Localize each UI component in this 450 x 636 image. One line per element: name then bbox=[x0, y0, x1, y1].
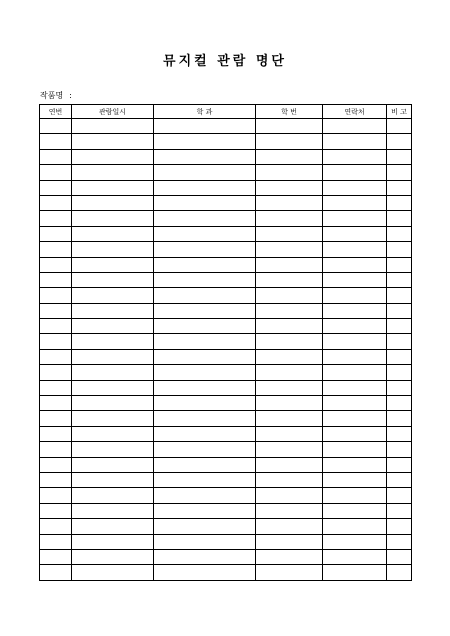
viewing-datetime-cell bbox=[72, 442, 154, 457]
student-id-cell bbox=[256, 272, 323, 287]
student-id-cell bbox=[256, 457, 323, 472]
department-cell bbox=[154, 195, 256, 210]
student-id-cell bbox=[256, 211, 323, 226]
serial-number-cell bbox=[40, 426, 72, 441]
remarks-cell bbox=[387, 226, 412, 241]
student-id-cell bbox=[256, 472, 323, 487]
remarks-cell bbox=[387, 565, 412, 580]
department-cell bbox=[154, 396, 256, 411]
viewing-datetime-cell bbox=[72, 519, 154, 534]
work-name-colon: : bbox=[69, 91, 72, 100]
table-body bbox=[40, 119, 412, 581]
viewing-datetime-cell bbox=[72, 426, 154, 441]
student-id-cell bbox=[256, 549, 323, 564]
serial-number-cell bbox=[40, 411, 72, 426]
remarks-cell bbox=[387, 242, 412, 257]
department-cell bbox=[154, 488, 256, 503]
remarks-cell bbox=[387, 396, 412, 411]
table-row bbox=[40, 503, 412, 518]
contact-cell bbox=[323, 134, 387, 149]
contact-cell bbox=[323, 180, 387, 195]
table-row bbox=[40, 396, 412, 411]
department-cell bbox=[154, 349, 256, 364]
table-row bbox=[40, 380, 412, 395]
viewing-datetime-cell bbox=[72, 396, 154, 411]
student-id-cell bbox=[256, 319, 323, 334]
serial-number-cell bbox=[40, 503, 72, 518]
contact-cell bbox=[323, 472, 387, 487]
serial-number-cell bbox=[40, 565, 72, 580]
department-cell bbox=[154, 472, 256, 487]
contact-cell bbox=[323, 226, 387, 241]
contact-cell bbox=[323, 426, 387, 441]
department-cell bbox=[154, 257, 256, 272]
viewing-datetime-cell bbox=[72, 134, 154, 149]
department-cell bbox=[154, 242, 256, 257]
department-cell bbox=[154, 503, 256, 518]
serial-number-cell bbox=[40, 303, 72, 318]
table-row bbox=[40, 226, 412, 241]
serial-number-cell bbox=[40, 549, 72, 564]
serial-number-cell bbox=[40, 211, 72, 226]
department-cell bbox=[154, 211, 256, 226]
viewing-datetime-cell bbox=[72, 211, 154, 226]
remarks-cell bbox=[387, 257, 412, 272]
serial-number-cell bbox=[40, 380, 72, 395]
contact-cell bbox=[323, 457, 387, 472]
serial-number-cell bbox=[40, 134, 72, 149]
department-cell bbox=[154, 519, 256, 534]
viewing-datetime-cell bbox=[72, 503, 154, 518]
table-row bbox=[40, 442, 412, 457]
table-row bbox=[40, 519, 412, 534]
table-row bbox=[40, 457, 412, 472]
department-cell bbox=[154, 534, 256, 549]
student-id-cell bbox=[256, 180, 323, 195]
serial-number-cell bbox=[40, 119, 72, 134]
viewing-datetime-cell bbox=[72, 319, 154, 334]
viewing-datetime-cell bbox=[72, 534, 154, 549]
serial-number-cell bbox=[40, 180, 72, 195]
contact-cell bbox=[323, 242, 387, 257]
serial-number-cell bbox=[40, 195, 72, 210]
header-contact: 연락처 bbox=[323, 105, 387, 119]
serial-number-cell bbox=[40, 257, 72, 272]
remarks-cell bbox=[387, 503, 412, 518]
student-id-cell bbox=[256, 334, 323, 349]
table-row bbox=[40, 488, 412, 503]
viewing-datetime-cell bbox=[72, 349, 154, 364]
contact-cell bbox=[323, 272, 387, 287]
department-cell bbox=[154, 442, 256, 457]
remarks-cell bbox=[387, 319, 412, 334]
viewing-datetime-cell bbox=[72, 380, 154, 395]
student-id-cell bbox=[256, 565, 323, 580]
table-row bbox=[40, 272, 412, 287]
header-viewing-datetime: 관람일시 bbox=[72, 105, 154, 119]
table-row bbox=[40, 319, 412, 334]
contact-cell bbox=[323, 503, 387, 518]
serial-number-cell bbox=[40, 519, 72, 534]
viewing-datetime-cell bbox=[72, 272, 154, 287]
serial-number-cell bbox=[40, 457, 72, 472]
contact-cell bbox=[323, 257, 387, 272]
serial-number-cell bbox=[40, 242, 72, 257]
document-title: 뮤지컬 관람 명단 bbox=[163, 54, 287, 69]
serial-number-cell bbox=[40, 472, 72, 487]
contact-cell bbox=[323, 211, 387, 226]
remarks-cell bbox=[387, 272, 412, 287]
work-name-line bbox=[40, 90, 72, 101]
student-id-cell bbox=[256, 165, 323, 180]
remarks-cell bbox=[387, 349, 412, 364]
student-id-cell bbox=[256, 534, 323, 549]
department-cell bbox=[154, 380, 256, 395]
department-cell bbox=[154, 165, 256, 180]
remarks-cell bbox=[387, 442, 412, 457]
header-row bbox=[40, 105, 412, 119]
department-cell bbox=[154, 565, 256, 580]
serial-number-cell bbox=[40, 334, 72, 349]
serial-number-cell bbox=[40, 488, 72, 503]
table-row bbox=[40, 134, 412, 149]
remarks-cell bbox=[387, 411, 412, 426]
student-id-cell bbox=[256, 226, 323, 241]
student-id-cell bbox=[256, 195, 323, 210]
contact-cell bbox=[323, 380, 387, 395]
remarks-cell bbox=[387, 472, 412, 487]
remarks-cell bbox=[387, 134, 412, 149]
student-id-cell bbox=[256, 411, 323, 426]
viewing-datetime-cell bbox=[72, 549, 154, 564]
remarks-cell bbox=[387, 288, 412, 303]
viewing-datetime-cell bbox=[72, 257, 154, 272]
contact-cell bbox=[323, 303, 387, 318]
department-cell bbox=[154, 549, 256, 564]
department-cell bbox=[154, 426, 256, 441]
contact-cell bbox=[323, 519, 387, 534]
viewing-datetime-cell bbox=[72, 488, 154, 503]
serial-number-cell bbox=[40, 165, 72, 180]
student-id-cell bbox=[256, 303, 323, 318]
viewing-datetime-cell bbox=[72, 149, 154, 164]
student-id-cell bbox=[256, 426, 323, 441]
remarks-cell bbox=[387, 365, 412, 380]
remarks-cell bbox=[387, 165, 412, 180]
serial-number-cell bbox=[40, 149, 72, 164]
student-id-cell bbox=[256, 149, 323, 164]
department-cell bbox=[154, 180, 256, 195]
table-row bbox=[40, 257, 412, 272]
table-row bbox=[40, 565, 412, 580]
header-remarks: 비 고 bbox=[387, 105, 412, 119]
table-row bbox=[40, 165, 412, 180]
student-id-cell bbox=[256, 134, 323, 149]
contact-cell bbox=[323, 411, 387, 426]
student-id-cell bbox=[256, 288, 323, 303]
department-cell bbox=[154, 457, 256, 472]
student-id-cell bbox=[256, 119, 323, 134]
department-cell bbox=[154, 149, 256, 164]
department-cell bbox=[154, 288, 256, 303]
student-id-cell bbox=[256, 380, 323, 395]
remarks-cell bbox=[387, 119, 412, 134]
student-id-cell bbox=[256, 503, 323, 518]
header-department: 학 과 bbox=[154, 105, 256, 119]
remarks-cell bbox=[387, 303, 412, 318]
student-id-cell bbox=[256, 519, 323, 534]
remarks-cell bbox=[387, 457, 412, 472]
remarks-cell bbox=[387, 488, 412, 503]
contact-cell bbox=[323, 165, 387, 180]
contact-cell bbox=[323, 149, 387, 164]
remarks-cell bbox=[387, 426, 412, 441]
department-cell bbox=[154, 119, 256, 134]
viewing-datetime-cell bbox=[72, 472, 154, 487]
table-row bbox=[40, 534, 412, 549]
table-row bbox=[40, 211, 412, 226]
student-id-cell bbox=[256, 257, 323, 272]
table-row bbox=[40, 180, 412, 195]
serial-number-cell bbox=[40, 534, 72, 549]
student-id-cell bbox=[256, 442, 323, 457]
table-row bbox=[40, 549, 412, 564]
contact-cell bbox=[323, 349, 387, 364]
viewing-datetime-cell bbox=[72, 411, 154, 426]
viewing-datetime-cell bbox=[72, 457, 154, 472]
contact-cell bbox=[323, 488, 387, 503]
contact-cell bbox=[323, 288, 387, 303]
attendance-table bbox=[39, 104, 412, 581]
contact-cell bbox=[323, 565, 387, 580]
serial-number-cell bbox=[40, 442, 72, 457]
viewing-datetime-cell bbox=[72, 242, 154, 257]
table-row bbox=[40, 303, 412, 318]
table-row bbox=[40, 149, 412, 164]
viewing-datetime-cell bbox=[72, 365, 154, 380]
contact-cell bbox=[323, 319, 387, 334]
serial-number-cell bbox=[40, 349, 72, 364]
department-cell bbox=[154, 134, 256, 149]
viewing-datetime-cell bbox=[72, 195, 154, 210]
student-id-cell bbox=[256, 488, 323, 503]
department-cell bbox=[154, 303, 256, 318]
header-student-id: 학 번 bbox=[256, 105, 323, 119]
remarks-cell bbox=[387, 195, 412, 210]
viewing-datetime-cell bbox=[72, 334, 154, 349]
table-row bbox=[40, 411, 412, 426]
table-row bbox=[40, 195, 412, 210]
table-row bbox=[40, 472, 412, 487]
department-cell bbox=[154, 334, 256, 349]
work-name-label: 작품명 bbox=[40, 91, 64, 100]
remarks-cell bbox=[387, 180, 412, 195]
table-row bbox=[40, 349, 412, 364]
viewing-datetime-cell bbox=[72, 119, 154, 134]
contact-cell bbox=[323, 365, 387, 380]
department-cell bbox=[154, 411, 256, 426]
remarks-cell bbox=[387, 334, 412, 349]
remarks-cell bbox=[387, 149, 412, 164]
table-row bbox=[40, 119, 412, 134]
remarks-cell bbox=[387, 211, 412, 226]
table-row bbox=[40, 334, 412, 349]
contact-cell bbox=[323, 396, 387, 411]
remarks-cell bbox=[387, 380, 412, 395]
table-row bbox=[40, 365, 412, 380]
contact-cell bbox=[323, 195, 387, 210]
serial-number-cell bbox=[40, 226, 72, 241]
department-cell bbox=[154, 272, 256, 287]
table-row bbox=[40, 242, 412, 257]
department-cell bbox=[154, 365, 256, 380]
department-cell bbox=[154, 319, 256, 334]
header-serial-number: 연번 bbox=[40, 105, 72, 119]
viewing-datetime-cell bbox=[72, 180, 154, 195]
student-id-cell bbox=[256, 396, 323, 411]
viewing-datetime-cell bbox=[72, 165, 154, 180]
remarks-cell bbox=[387, 519, 412, 534]
viewing-datetime-cell bbox=[72, 226, 154, 241]
viewing-datetime-cell bbox=[72, 303, 154, 318]
serial-number-cell bbox=[40, 396, 72, 411]
serial-number-cell bbox=[40, 288, 72, 303]
remarks-cell bbox=[387, 534, 412, 549]
serial-number-cell bbox=[40, 272, 72, 287]
student-id-cell bbox=[256, 349, 323, 364]
serial-number-cell bbox=[40, 365, 72, 380]
viewing-datetime-cell bbox=[72, 288, 154, 303]
contact-cell bbox=[323, 549, 387, 564]
table-row bbox=[40, 288, 412, 303]
department-cell bbox=[154, 226, 256, 241]
contact-cell bbox=[323, 442, 387, 457]
table-row bbox=[40, 426, 412, 441]
remarks-cell bbox=[387, 549, 412, 564]
contact-cell bbox=[323, 334, 387, 349]
student-id-cell bbox=[256, 242, 323, 257]
student-id-cell bbox=[256, 365, 323, 380]
serial-number-cell bbox=[40, 319, 72, 334]
viewing-datetime-cell bbox=[72, 565, 154, 580]
contact-cell bbox=[323, 119, 387, 134]
contact-cell bbox=[323, 534, 387, 549]
